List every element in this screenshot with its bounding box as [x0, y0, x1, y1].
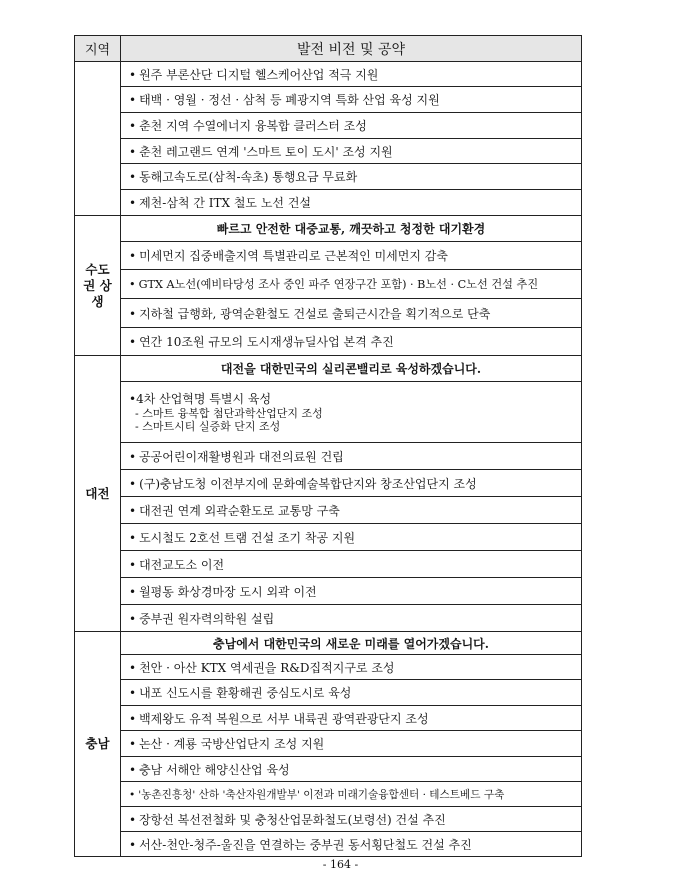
slogan-chungnam: 충남에서 대한민국의 새로운 미래를 열어가겠습니다. — [121, 632, 582, 655]
list-item: • 중부권 원자력의학원 설립 — [121, 605, 582, 632]
list-item: • 춘천 레고랜드 연계 '스마트 토이 도시' 조성 지원 — [121, 139, 582, 164]
region-daejeon: 대전 — [75, 356, 121, 632]
list-item: • 춘천 지역 수열에너지 융복합 클러스터 조성 — [121, 113, 582, 139]
list-item: • 장항선 복선전철화 및 충청산업문화철도(보령선) 건설 추진 — [121, 807, 582, 832]
list-item: • 공공어린이재활병원과 대전의료원 건립 — [121, 443, 582, 470]
sub-item: - 스마트 융복합 첨단과학산업단지 조성 — [135, 406, 323, 420]
list-item: • 원주 부론산단 디지털 헬스케어산업 적극 지원 — [121, 62, 582, 87]
header-vision: 발전 비전 및 공약 — [121, 36, 582, 62]
list-item: • 제천-삼척 간 ITX 철도 노선 건설 — [121, 190, 582, 216]
list-item: • 태백 · 영월 · 정선 · 삼척 등 폐광지역 특화 산업 육성 지원 — [121, 87, 582, 113]
list-item: • 서산-천안-청주-울진을 연결하는 중부권 동서횡단철도 건설 추진 — [121, 832, 582, 857]
list-item-with-subs: •4차 산업혁명 특별시 육성 - 스마트 융복합 첨단과학산업단지 조성 - 스마트시티 실증화 단지 조성 — [121, 382, 582, 443]
list-item: • GTX A노선(예비타당성 조사 중인 파주 연장구간 포함) · B노선 · C노선 건설 추진 — [121, 270, 582, 299]
page-number: - 164 - — [322, 858, 359, 871]
sub-item: - 스마트시티 실증화 단지 조성 — [135, 419, 281, 433]
daejeon-row — [75, 356, 582, 382]
chungnam-row — [75, 632, 582, 655]
capital-row — [75, 216, 582, 242]
policy-table — [74, 35, 582, 857]
list-item: • 충남 서해안 해양신산업 육성 — [121, 757, 582, 782]
list-item: • 도시철도 2호선 트램 건설 조기 착공 지원 — [121, 524, 582, 551]
list-item: • 천안 · 아산 KTX 역세권을 R&D집적지구로 조성 — [121, 655, 582, 680]
header-region: 지역 — [75, 36, 121, 62]
list-item: • 미세먼지 집중배출지역 특별관리로 근본적인 미세먼지 감축 — [121, 242, 582, 270]
region-capital: 수도권 상생 — [75, 216, 121, 356]
slogan-capital: 빠르고 안전한 대중교통, 깨끗하고 청정한 대기환경 — [121, 216, 582, 242]
region-cell-empty — [75, 62, 121, 216]
list-item: • 대전권 연계 외곽순환도로 교통망 구축 — [121, 497, 582, 524]
list-item: • '농촌진흥청' 산하 '축산자원개발부' 이전과 미래기술융합센터 · 테스트베드 구축 — [121, 782, 582, 807]
list-item: • 연간 10조원 규모의 도시재생뉴딜사업 본격 추진 — [121, 328, 582, 356]
list-item: • 내포 신도시를 환황해권 중심도시로 육성 — [121, 680, 582, 706]
list-item: • 논산 · 계룡 국방산업단지 조성 지원 — [121, 731, 582, 757]
list-item: • (구)충남도청 이전부지에 문화예술복합단지와 창조산업단지 조성 — [121, 470, 582, 497]
list-item: • 대전교도소 이전 — [121, 551, 582, 578]
table-header-row — [75, 36, 582, 62]
list-item: • 월평동 화상경마장 도시 외곽 이전 — [121, 578, 582, 605]
region-chungnam: 충남 — [75, 632, 121, 857]
slogan-daejeon: 대전을 대한민국의 실리콘밸리로 육성하겠습니다. — [121, 356, 582, 382]
gangwon-row — [75, 62, 582, 87]
list-item: • 지하철 급행화, 광역순환철도 건설로 출퇴근시간을 획기적으로 단축 — [121, 299, 582, 328]
list-item: • 백제왕도 유적 복원으로 서부 내륙권 광역관광단지 조성 — [121, 706, 582, 731]
list-item: • 동해고속도로(삼척-속초) 통행요금 무료화 — [121, 164, 582, 190]
